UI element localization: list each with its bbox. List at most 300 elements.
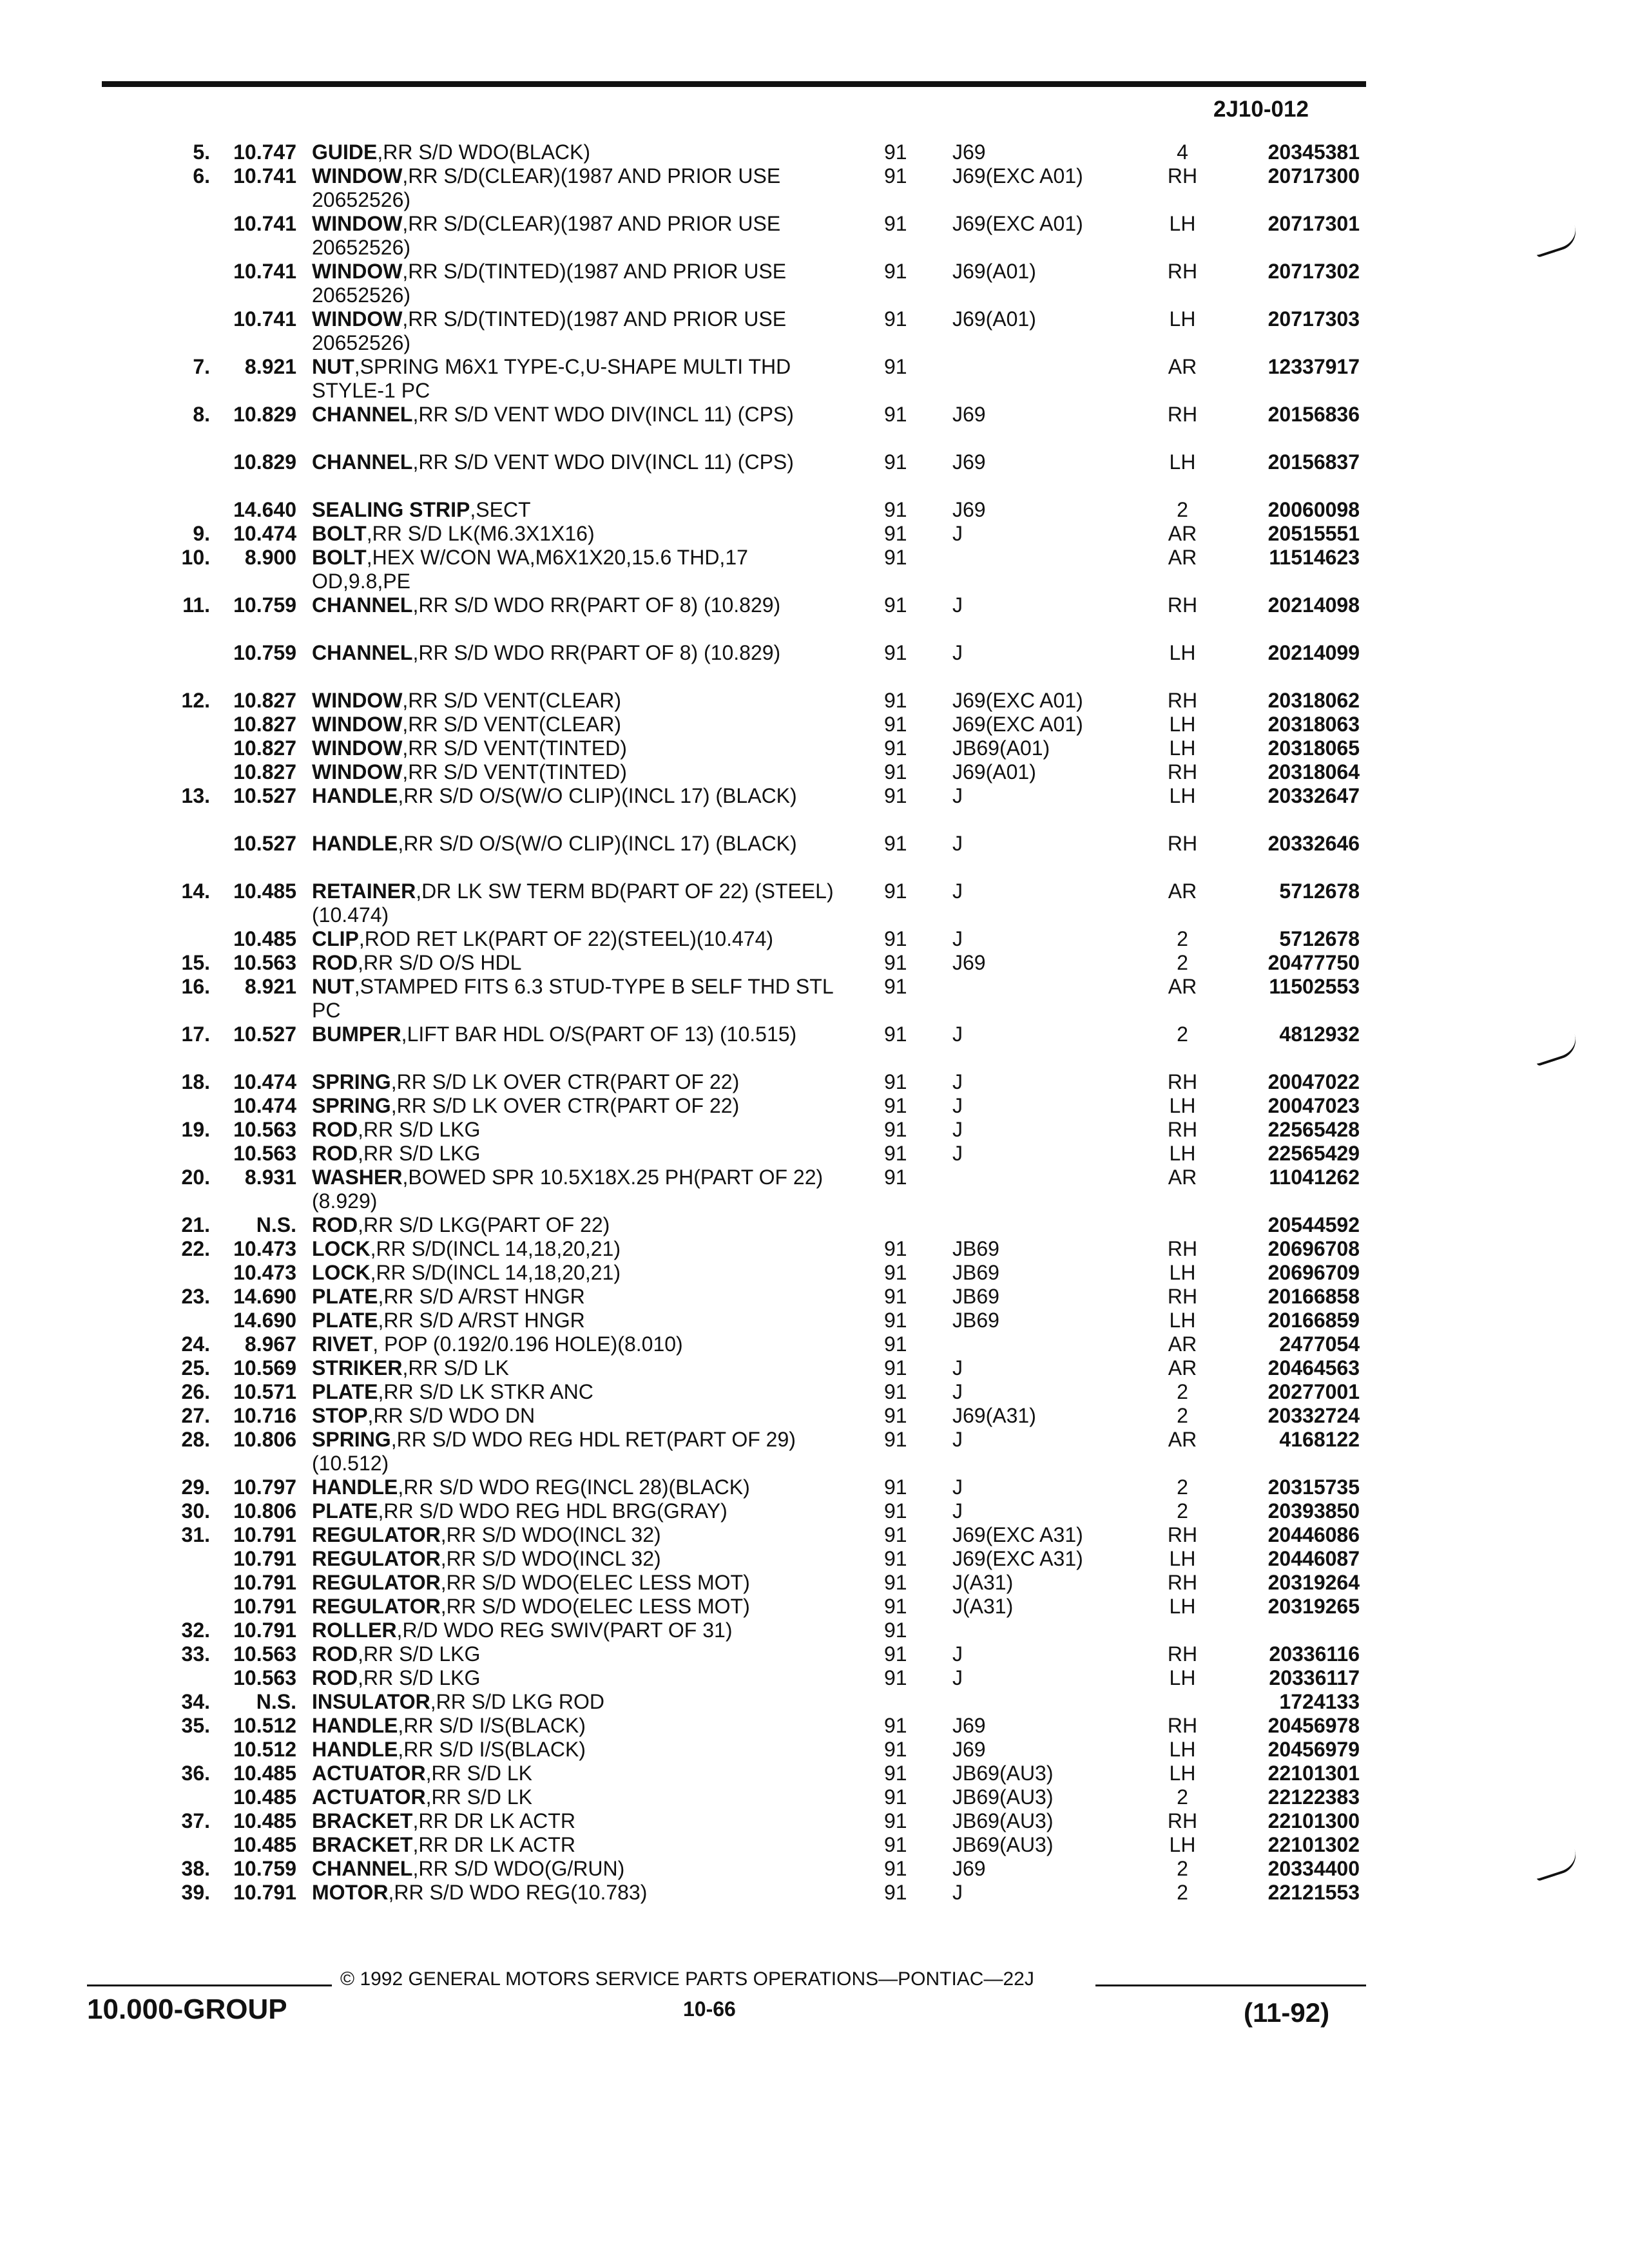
figure-number: 25. xyxy=(181,1356,210,1379)
part-name: HANDLE xyxy=(312,1714,398,1737)
part-number: 20319264 xyxy=(1268,1571,1360,1594)
model-year: 91 xyxy=(884,1404,907,1427)
group-number: 10.827 xyxy=(233,736,296,760)
quantity: AR xyxy=(1168,1332,1197,1356)
quantity: RH xyxy=(1167,1523,1198,1546)
part-detail: ,RR S/D VENT(CLEAR) xyxy=(402,689,621,712)
group-number: 10.827 xyxy=(233,760,296,783)
figure-number: 37. xyxy=(181,1809,210,1832)
part-detail: ,RR S/D(CLEAR)(1987 AND PRIOR USE 20652526) xyxy=(312,212,781,259)
part-detail: ,RR S/D O/S(W/O CLIP)(INCL 17) (BLACK) xyxy=(398,832,797,855)
part-row xyxy=(0,784,1629,832)
part-description xyxy=(312,498,840,522)
part-name: WINDOW xyxy=(312,713,403,736)
group-number: 10.512 xyxy=(233,1738,296,1761)
figure-number: 21. xyxy=(181,1213,210,1236)
model-code: J69(A01) xyxy=(952,260,1036,283)
quantity: AR xyxy=(1168,879,1197,903)
quantity: RH xyxy=(1167,1285,1198,1308)
group-number: 14.690 xyxy=(233,1309,296,1332)
quantity: LH xyxy=(1169,1762,1196,1785)
part-row xyxy=(0,1237,1629,1261)
quantity: LH xyxy=(1169,450,1196,474)
part-number: 20717301 xyxy=(1268,212,1360,235)
part-detail: ,RR S/D VENT(TINTED) xyxy=(402,760,627,783)
model-year: 91 xyxy=(884,593,907,617)
group-number: 10.716 xyxy=(233,1404,296,1427)
part-row xyxy=(0,760,1629,784)
model-code: J69(A01) xyxy=(952,307,1036,331)
part-description xyxy=(312,1738,840,1762)
model-year: 91 xyxy=(884,975,907,998)
part-number: 20717300 xyxy=(1268,164,1360,187)
part-detail: , POP (0.192/0.196 HOLE)(8.010) xyxy=(372,1332,683,1356)
part-name: CHANNEL xyxy=(312,593,413,617)
model-year: 91 xyxy=(884,1809,907,1832)
model-code: J69 xyxy=(952,450,986,474)
model-year: 91 xyxy=(884,760,907,783)
part-detail: ,RR S/D(INCL 14,18,20,21) xyxy=(370,1261,621,1284)
figure-number: 10. xyxy=(181,546,210,569)
page-code: 2J10-012 xyxy=(1213,97,1309,122)
part-detail: ,RR S/D O/S HDL xyxy=(358,951,522,974)
footer-rule-right xyxy=(1095,1984,1366,1986)
part-number: 20047023 xyxy=(1268,1094,1360,1117)
part-name: PLATE xyxy=(312,1499,378,1523)
group-number: 10.741 xyxy=(233,260,296,283)
part-name: PLATE xyxy=(312,1380,378,1403)
part-number: 20318065 xyxy=(1268,736,1360,760)
part-number: 22565428 xyxy=(1268,1118,1360,1141)
part-description xyxy=(312,522,840,546)
part-name: SPRING xyxy=(312,1428,391,1451)
part-name: REGULATOR xyxy=(312,1547,441,1570)
part-number: 20696709 xyxy=(1268,1261,1360,1284)
quantity: LH xyxy=(1169,784,1196,807)
group-number: 8.900 xyxy=(244,546,296,569)
part-row xyxy=(0,927,1629,951)
part-detail: ,RR S/D(CLEAR)(1987 AND PRIOR USE 20652526) xyxy=(312,164,781,211)
quantity: AR xyxy=(1168,975,1197,998)
part-name: STRIKER xyxy=(312,1356,403,1379)
figure-number: 8. xyxy=(193,403,210,426)
part-detail: ,RR S/D LK STKR ANC xyxy=(378,1380,593,1403)
model-code: J xyxy=(952,1356,963,1379)
model-year: 91 xyxy=(884,1475,907,1499)
part-description xyxy=(312,1499,840,1523)
group-number: 10.791 xyxy=(233,1595,296,1618)
model-year: 91 xyxy=(884,1523,907,1546)
model-code: JB69 xyxy=(952,1237,999,1260)
quantity: LH xyxy=(1169,736,1196,760)
part-number: 1724133 xyxy=(1279,1690,1360,1713)
part-number: 20544592 xyxy=(1268,1213,1360,1236)
group-number: 10.759 xyxy=(233,593,296,617)
part-name: MOTOR xyxy=(312,1881,389,1904)
quantity: LH xyxy=(1169,713,1196,736)
part-detail: ,RR S/D WDO REG HDL BRG(GRAY) xyxy=(378,1499,728,1523)
part-name: WINDOW xyxy=(312,689,403,712)
part-description xyxy=(312,1213,840,1237)
part-number: 20156837 xyxy=(1268,450,1360,474)
model-year: 91 xyxy=(884,1166,907,1189)
part-name: ROLLER xyxy=(312,1619,397,1642)
part-name: BOLT xyxy=(312,546,367,569)
part-number: 20214098 xyxy=(1268,593,1360,617)
part-row xyxy=(0,1142,1629,1166)
group-number: 10.485 xyxy=(233,927,296,950)
part-detail: ,RR S/D I/S(BLACK) xyxy=(398,1738,586,1761)
model-year: 91 xyxy=(884,1762,907,1785)
model-year: 91 xyxy=(884,879,907,903)
group-number: 10.791 xyxy=(233,1547,296,1570)
quantity: AR xyxy=(1168,1166,1197,1189)
group-number: 10.563 xyxy=(233,1666,296,1689)
part-description xyxy=(312,951,840,975)
part-number: 20166859 xyxy=(1268,1309,1360,1332)
model-code: J69(A31) xyxy=(952,1404,1036,1427)
figure-number: 38. xyxy=(181,1857,210,1880)
part-number: 20047022 xyxy=(1268,1070,1360,1093)
part-number: 4812932 xyxy=(1279,1023,1360,1046)
part-description xyxy=(312,1356,840,1380)
part-name: BOLT xyxy=(312,522,367,545)
part-row xyxy=(0,1571,1629,1595)
model-code: J xyxy=(952,1380,963,1403)
part-name: CHANNEL xyxy=(312,403,413,426)
part-description xyxy=(312,1261,840,1285)
part-detail: ,ROD RET LK(PART OF 22)(STEEL)(10.474) xyxy=(358,927,774,950)
part-detail: ,LIFT BAR HDL O/S(PART OF 13) (10.515) xyxy=(401,1023,797,1046)
group-number: N.S. xyxy=(256,1213,296,1236)
part-description xyxy=(312,1666,840,1690)
group-number: 10.473 xyxy=(233,1237,296,1260)
group-number: 10.806 xyxy=(233,1499,296,1523)
figure-number: 18. xyxy=(181,1070,210,1093)
quantity: LH xyxy=(1169,1547,1196,1570)
part-description xyxy=(312,1714,840,1738)
part-name: CHANNEL xyxy=(312,450,413,474)
model-code: JB69(AU3) xyxy=(952,1833,1054,1856)
part-row xyxy=(0,212,1629,260)
group-number: N.S. xyxy=(256,1690,296,1713)
model-year: 91 xyxy=(884,951,907,974)
part-detail: ,RR S/D(TINTED)(1987 AND PRIOR USE 20652526) xyxy=(312,260,787,307)
model-year: 91 xyxy=(884,212,907,235)
part-row xyxy=(0,713,1629,736)
figure-number: 27. xyxy=(181,1404,210,1427)
quantity: RH xyxy=(1167,832,1198,855)
part-row xyxy=(0,736,1629,760)
part-description xyxy=(312,355,840,403)
model-code: J69 xyxy=(952,1714,986,1737)
part-row xyxy=(0,1356,1629,1380)
top-rule xyxy=(102,81,1366,87)
part-row xyxy=(0,1309,1629,1332)
part-description xyxy=(312,689,840,713)
part-number: 20318063 xyxy=(1268,713,1360,736)
model-code: J xyxy=(952,522,963,545)
quantity: 4 xyxy=(1177,140,1188,164)
model-year: 91 xyxy=(884,403,907,426)
part-name: INSULATOR xyxy=(312,1690,430,1713)
revision-date: (11-92) xyxy=(1244,1997,1330,2028)
part-number: 4168122 xyxy=(1279,1428,1360,1451)
figure-number: 11. xyxy=(182,593,210,617)
model-year: 91 xyxy=(884,1833,907,1856)
part-name: SPRING xyxy=(312,1094,391,1117)
part-row xyxy=(0,1023,1629,1070)
model-code: J xyxy=(952,1499,963,1523)
part-description xyxy=(312,1380,840,1404)
part-description xyxy=(312,1070,840,1094)
quantity: LH xyxy=(1169,1261,1196,1284)
part-detail: ,RR S/D O/S(W/O CLIP)(INCL 17) (BLACK) xyxy=(398,784,797,807)
part-number: 5712678 xyxy=(1279,879,1360,903)
part-description xyxy=(312,212,840,260)
model-code: J69 xyxy=(952,951,986,974)
part-number: 20332724 xyxy=(1268,1404,1360,1427)
model-code: J69(A01) xyxy=(952,760,1036,783)
part-row xyxy=(0,164,1629,212)
figure-number: 33. xyxy=(181,1642,210,1666)
model-code: J xyxy=(952,784,963,807)
model-code: J xyxy=(952,593,963,617)
model-code: JB69(AU3) xyxy=(952,1762,1054,1785)
quantity: LH xyxy=(1169,1738,1196,1761)
group-number: 10.527 xyxy=(233,784,296,807)
group-number: 10.473 xyxy=(233,1261,296,1284)
part-description xyxy=(312,546,840,593)
part-description xyxy=(312,736,840,760)
part-number: 20318062 xyxy=(1268,689,1360,712)
model-year: 91 xyxy=(884,1285,907,1308)
part-name: WINDOW xyxy=(312,760,403,783)
part-row xyxy=(0,689,1629,713)
part-number: 20456979 xyxy=(1268,1738,1360,1761)
model-code: J69(EXC A01) xyxy=(952,713,1083,736)
model-code: JB69(A01) xyxy=(952,736,1050,760)
part-description xyxy=(312,832,840,856)
quantity: 2 xyxy=(1177,1499,1188,1523)
model-year: 91 xyxy=(884,689,907,712)
part-number: 20319265 xyxy=(1268,1595,1360,1618)
part-row xyxy=(0,1332,1629,1356)
model-code: J xyxy=(952,1642,963,1666)
group-number: 10.485 xyxy=(233,1833,296,1856)
part-row xyxy=(0,1619,1629,1642)
part-name: BUMPER xyxy=(312,1023,401,1046)
quantity: LH xyxy=(1169,307,1196,331)
model-year: 91 xyxy=(884,1356,907,1379)
quantity: 2 xyxy=(1177,951,1188,974)
quantity: 2 xyxy=(1177,1881,1188,1904)
quantity: LH xyxy=(1169,641,1196,664)
quantity: 2 xyxy=(1177,1857,1188,1880)
part-name: CHANNEL xyxy=(312,641,413,664)
figure-number: 24. xyxy=(181,1332,210,1356)
model-year: 91 xyxy=(884,1094,907,1117)
part-name: WINDOW xyxy=(312,736,403,760)
part-name: ACTUATOR xyxy=(312,1762,426,1785)
model-code: J xyxy=(952,1023,963,1046)
model-code: J xyxy=(952,1094,963,1117)
quantity: 2 xyxy=(1177,1380,1188,1403)
part-detail: ,RR S/D WDO REG(10.783) xyxy=(388,1881,648,1904)
part-detail: ,RR S/D WDO RR(PART OF 8) (10.829) xyxy=(412,641,781,664)
part-row xyxy=(0,593,1629,641)
part-row xyxy=(0,1380,1629,1404)
part-description xyxy=(312,1809,840,1833)
model-code: J xyxy=(952,1666,963,1689)
figure-number: 28. xyxy=(181,1428,210,1451)
part-description xyxy=(312,1404,840,1428)
part-row xyxy=(0,307,1629,355)
group-number: 10.563 xyxy=(233,1642,296,1666)
figure-number: 35. xyxy=(181,1714,210,1737)
part-row xyxy=(0,879,1629,927)
part-detail: ,RR S/D LK OVER CTR(PART OF 22) xyxy=(390,1094,740,1117)
part-row xyxy=(0,1070,1629,1094)
group-number: 10.527 xyxy=(233,832,296,855)
model-year: 91 xyxy=(884,1499,907,1523)
copyright-text: © 1992 GENERAL MOTORS SERVICE PARTS OPERATIONS—PONTIAC—22J xyxy=(340,1968,1034,1990)
part-row xyxy=(0,1118,1629,1142)
figure-number: 16. xyxy=(181,975,210,998)
model-year: 91 xyxy=(884,1261,907,1284)
quantity: RH xyxy=(1167,1809,1198,1832)
model-year: 91 xyxy=(884,1738,907,1761)
part-detail: ,RR DR LK ACTR xyxy=(412,1833,575,1856)
part-row xyxy=(0,450,1629,498)
model-year: 91 xyxy=(884,260,907,283)
group-number: 10.474 xyxy=(233,522,296,545)
part-row xyxy=(0,1166,1629,1213)
model-code: J xyxy=(952,641,963,664)
figure-number: 14. xyxy=(181,879,210,903)
model-code: J69 xyxy=(952,403,986,426)
model-code: J69(EXC A31) xyxy=(952,1547,1083,1570)
group-number: 10.485 xyxy=(233,879,296,903)
group-number: 10.485 xyxy=(233,1762,296,1785)
quantity: RH xyxy=(1167,1118,1198,1141)
model-year: 91 xyxy=(884,641,907,664)
part-number: 20166858 xyxy=(1268,1285,1360,1308)
model-code: J69 xyxy=(952,498,986,521)
model-code: J xyxy=(952,879,963,903)
model-year: 91 xyxy=(884,1857,907,1880)
part-detail: ,RR S/D WDO REG HDL RET(PART OF 29)(10.512) xyxy=(312,1428,796,1475)
figure-number: 34. xyxy=(181,1690,210,1713)
part-number: 20156836 xyxy=(1268,403,1360,426)
part-description xyxy=(312,1166,840,1213)
part-description xyxy=(312,403,840,427)
part-name: SPRING xyxy=(312,1070,391,1093)
part-name: CLIP xyxy=(312,927,359,950)
part-name: CHANNEL xyxy=(312,1857,413,1880)
figure-number: 30. xyxy=(181,1499,210,1523)
part-description xyxy=(312,260,840,307)
group-number: 10.827 xyxy=(233,689,296,712)
part-description xyxy=(312,307,840,355)
figure-number: 12. xyxy=(181,689,210,712)
group-number: 10.474 xyxy=(233,1094,296,1117)
part-number: 11514623 xyxy=(1269,546,1360,569)
quantity: AR xyxy=(1168,1356,1197,1379)
part-row xyxy=(0,1642,1629,1666)
model-code: J(A31) xyxy=(952,1595,1014,1618)
part-description xyxy=(312,879,840,927)
part-name: NUT xyxy=(312,975,354,998)
part-number: 20318064 xyxy=(1268,760,1360,783)
part-number: 22565429 xyxy=(1268,1142,1360,1165)
group-number: 10.741 xyxy=(233,307,296,331)
model-code: J69(EXC A01) xyxy=(952,164,1083,187)
part-number: 2477054 xyxy=(1279,1332,1360,1356)
part-name: PLATE xyxy=(312,1285,378,1308)
part-description xyxy=(312,1309,840,1332)
figure-number: 9. xyxy=(193,522,210,545)
part-detail: ,RR S/D I/S(BLACK) xyxy=(398,1714,586,1737)
group-number: 8.931 xyxy=(244,1166,296,1189)
part-row xyxy=(0,1404,1629,1428)
model-year: 91 xyxy=(884,1785,907,1809)
figure-number: 5. xyxy=(193,140,210,164)
part-name: WINDOW xyxy=(312,212,403,235)
part-number: 20336116 xyxy=(1269,1642,1360,1666)
model-year: 91 xyxy=(884,1309,907,1332)
model-year: 91 xyxy=(884,1881,907,1904)
part-description xyxy=(312,1332,840,1356)
part-description xyxy=(312,1475,840,1499)
part-name: ROD xyxy=(312,1213,358,1236)
part-row xyxy=(0,1881,1629,1905)
part-detail: ,RR S/D LKG xyxy=(358,1642,481,1666)
part-row xyxy=(0,1547,1629,1571)
group-number: 14.690 xyxy=(233,1285,296,1308)
part-name: ACTUATOR xyxy=(312,1785,426,1809)
model-year: 91 xyxy=(884,522,907,545)
figure-number: 22. xyxy=(181,1237,210,1260)
part-number: 20060098 xyxy=(1268,498,1360,521)
group-number: 10.829 xyxy=(233,403,296,426)
part-detail: ,RR S/D(TINTED)(1987 AND PRIOR USE 20652526) xyxy=(312,307,787,354)
part-detail: ,RR S/D LKG(PART OF 22) xyxy=(358,1213,610,1236)
part-name: ROD xyxy=(312,1142,358,1165)
model-year: 91 xyxy=(884,1332,907,1356)
part-row xyxy=(0,951,1629,975)
part-detail: ,SPRING M6X1 TYPE-C,U-SHAPE MULTI THD STYLE-1 PC xyxy=(312,355,791,402)
model-code: J xyxy=(952,1070,963,1093)
part-description xyxy=(312,1833,840,1857)
part-name: WASHER xyxy=(312,1166,403,1189)
part-row xyxy=(0,1261,1629,1285)
part-description xyxy=(312,1142,840,1166)
part-detail: ,RR S/D LK OVER CTR(PART OF 22) xyxy=(390,1070,740,1093)
part-description xyxy=(312,927,840,951)
part-detail: ,RR S/D LK(M6.3X1X16) xyxy=(366,522,595,545)
model-year: 91 xyxy=(884,355,907,378)
part-name: HANDLE xyxy=(312,1738,398,1761)
part-description xyxy=(312,140,840,164)
quantity: LH xyxy=(1169,1833,1196,1856)
part-row xyxy=(0,498,1629,522)
model-code: J xyxy=(952,1142,963,1165)
part-detail: ,RR S/D WDO DN xyxy=(367,1404,535,1427)
part-row xyxy=(0,355,1629,403)
part-number: 12337917 xyxy=(1268,355,1360,378)
part-row xyxy=(0,1833,1629,1857)
